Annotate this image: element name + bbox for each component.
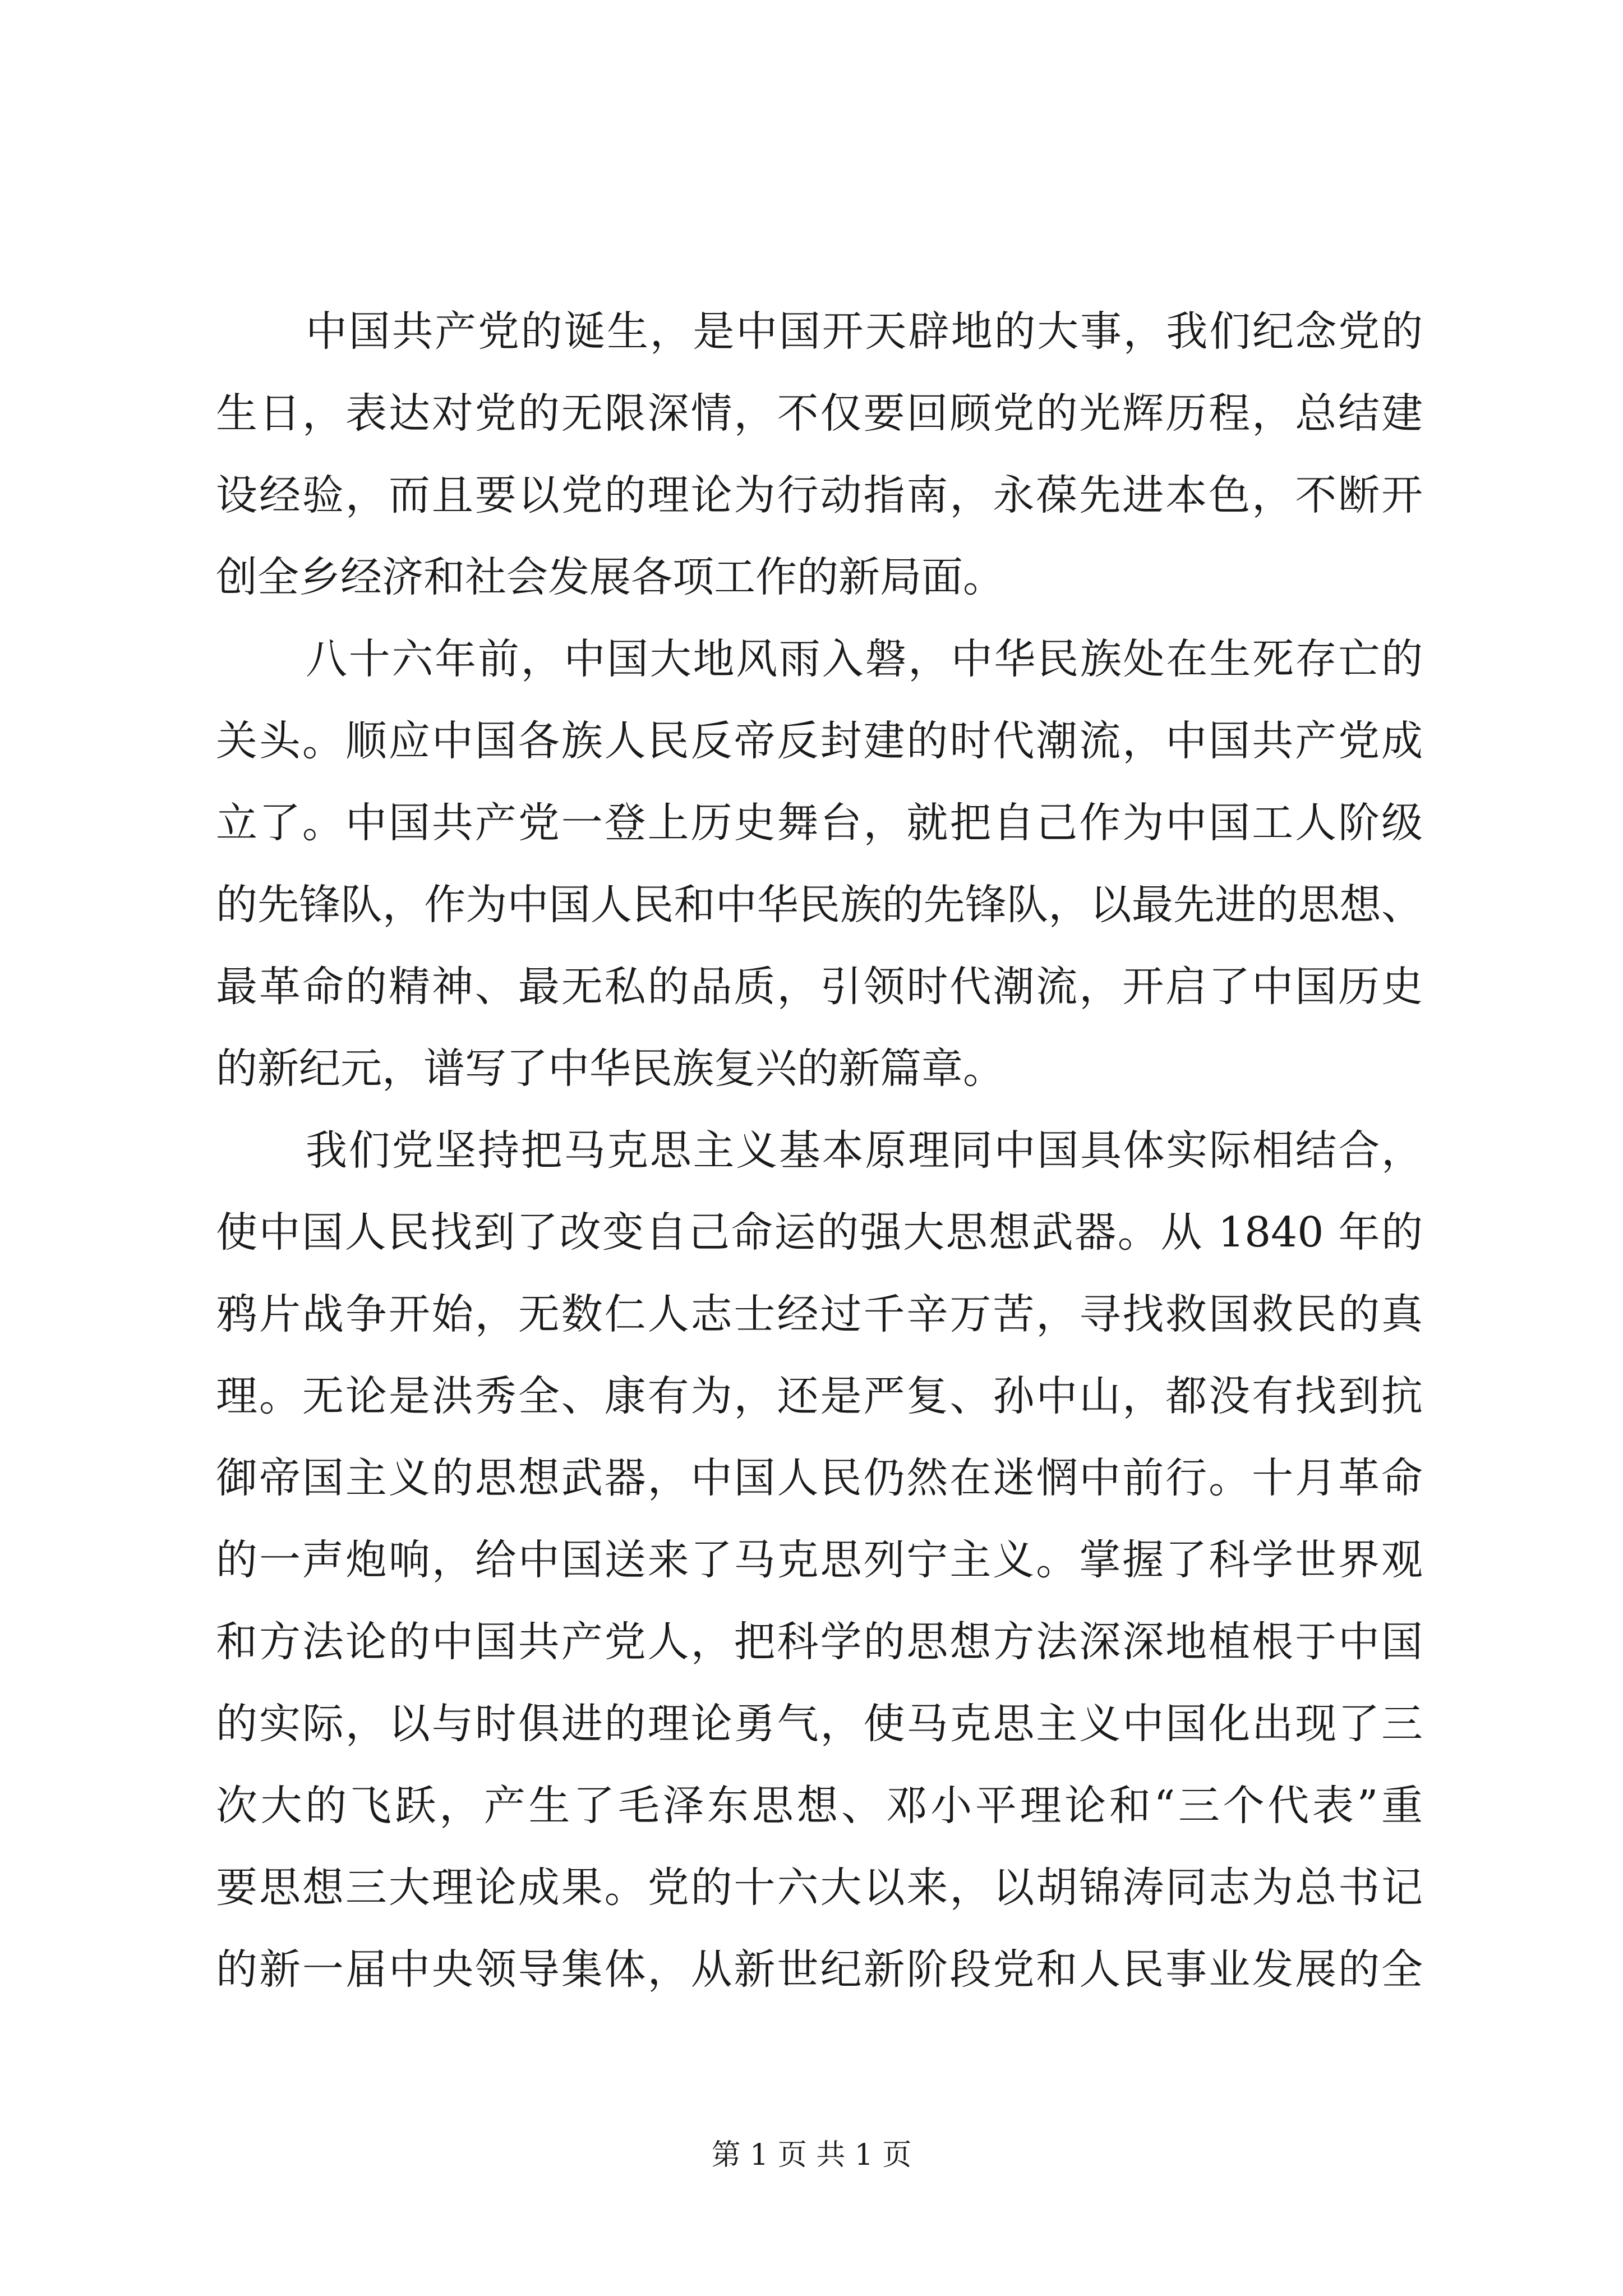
text-line: 和方法论的中国共产党人，把科学的思想方法深深地植根于中国 <box>216 1618 1423 1666</box>
text-line: 关头。顺应中国各族人民反帝反封建的时代潮流，中国共产党成 <box>216 717 1423 765</box>
text-line: 生日，表达对党的无限深情，不仅要回顾党的光辉历程，总结建 <box>216 389 1423 438</box>
text-line: 创全乡经济和社会发展各项工作的新局面。 <box>216 553 1004 601</box>
text-line: 使中国人民找到了改变自己命运的强大思想武器。从 1840 年的 <box>216 1208 1423 1257</box>
text-line: 中国共产党的诞生，是中国开天辟地的大事，我们纪念党的 <box>306 307 1423 356</box>
text-line: 我们党坚持把马克思主义基本原理同中国具体实际相结合， <box>306 1126 1423 1175</box>
text-line: 八十六年前，中国大地风雨入磐，中华民族处在生死存亡的 <box>306 635 1423 683</box>
page-footer <box>0 2138 1623 2172</box>
text-line: 御帝国主义的思想武器，中国人民仍然在迷惘中前行。十月革命 <box>216 1454 1423 1502</box>
text-line: 立了。中国共产党一登上历史舞台，就把自己作为中国工人阶级 <box>216 799 1423 847</box>
text-line: 的新纪元，谱写了中华民族复兴的新篇章。 <box>216 1045 1004 1093</box>
paragraph-3 <box>216 1110 1423 2010</box>
text-line: 鸦片战争开始，无数仁人志士经过千辛万苦，寻找救国救民的真 <box>216 1290 1423 1338</box>
page-number-label: 第 1 页 共 1 页 <box>711 2138 912 2172</box>
text-line: 要思想三大理论成果。党的十六大以来，以胡锦涛同志为总书记 <box>216 1864 1423 1912</box>
text-line: 的新一届中央领导集体，从新世纪新阶段党和人民事业发展的全 <box>216 1945 1423 1994</box>
paragraph-2 <box>216 618 1423 1110</box>
text-line: 最革命的精神、最无私的品质，引领时代潮流，开启了中国历史 <box>216 963 1423 1011</box>
text-line: 的先锋队，作为中国人民和中华民族的先锋队，以最先进的思想、 <box>216 881 1423 929</box>
text-line: 的一声炮响，给中国送来了马克思列宁主义。掌握了科学世界观 <box>216 1536 1423 1584</box>
text-line: 设经验，而且要以党的理论为行动指南，永葆先进本色，不断开 <box>216 471 1423 519</box>
text-line: 理。无论是洪秀全、康有为，还是严复、孙中山，都没有找到抗 <box>216 1372 1423 1420</box>
text-line: 的实际，以与时俱进的理论勇气，使马克思主义中国化出现了三 <box>216 1700 1423 1748</box>
text-line: 次大的飞跃，产生了毛泽东思想、邓小平理论和“三个代表”重 <box>216 1782 1423 1830</box>
document-body <box>216 291 1423 2010</box>
paragraph-1 <box>216 291 1423 618</box>
